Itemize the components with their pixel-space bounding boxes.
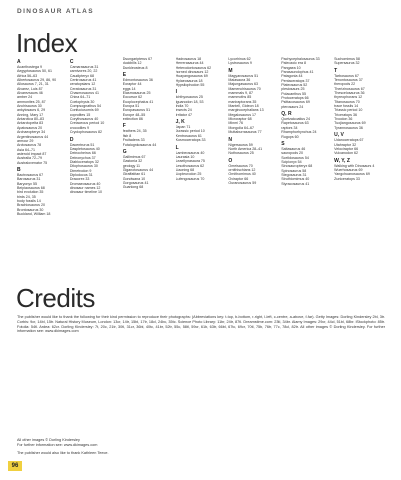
index-entry: Magyarosaurus 51 — [228, 73, 259, 78]
index-entry: Rapetosaurus 63 — [281, 121, 309, 126]
index-letter-heading: T — [334, 67, 338, 74]
index-entry: Ornithomimus 40 — [228, 172, 256, 177]
index-entry: armour 29 — [17, 138, 34, 143]
index-entry: Giraffatitan 61 — [122, 172, 146, 177]
index-entry: China 64–71 — [69, 95, 91, 100]
index-letter-heading: W, Y, Z — [334, 157, 350, 164]
index-letter-heading: O — [228, 157, 233, 164]
index-entry: plesiosaurs 25 — [281, 87, 305, 92]
index-entry: Archaeopteryx 34 — [17, 130, 46, 135]
credits-title: Credits — [16, 283, 95, 313]
index-entry: marginocephalians 13 — [228, 108, 264, 113]
index-entry: Mantell, Gideon 18 — [228, 104, 259, 109]
index-entry: Plateosaurus 52 — [281, 83, 308, 88]
index-entry: Centrosaurus 41 — [69, 78, 97, 83]
index-entry: Udanoceratops 67 — [334, 138, 364, 143]
index-entry: Ouranosaurus 59 — [228, 180, 257, 185]
index-entry: sauropods 20 — [281, 151, 304, 156]
index-entry: Caudipteryx 68 — [69, 73, 95, 78]
index-entry: Megalosaurus 17 — [228, 112, 256, 117]
index-entry: Gondwana 10 — [122, 176, 146, 181]
index-entry: Giganotosaurus 44 — [122, 167, 154, 172]
index-entry: Psittacosaurus 69 — [281, 100, 310, 105]
index-entry: Gallimimus 67 — [122, 154, 146, 159]
index-entry: Dilophosaurus 30 — [69, 164, 98, 169]
index-entry: Dromaeosaurus 40 — [69, 181, 101, 186]
index-entry: Muttaburrasaurus 77 — [228, 130, 262, 135]
page-header: DINOSAUR ATLAS — [17, 8, 95, 15]
index-entry: Lambeosaurus 40 — [175, 150, 205, 155]
index-entry: Hypsilophodon 55 — [175, 83, 205, 88]
index-entry: Dunkleosteus 8 — [122, 65, 148, 70]
index-entry: Deinonychus 37 — [69, 155, 96, 160]
index-entry: Ichthyosaurus 25 — [175, 95, 203, 100]
index-entry: Wuerhosaurus 69 — [334, 167, 363, 172]
index-entry: Liaoning 68 — [175, 167, 195, 172]
index-column — [228, 57, 277, 185]
index-entry: horned dinosaurs 12 — [175, 70, 209, 75]
index-entry: Aegyptosaurus 50, 61 — [17, 69, 52, 74]
index-entry: Brachiosaurus 20 — [17, 203, 45, 208]
index-entry: Gorgosaurus 41 — [122, 180, 149, 185]
index-entry: Dracorex 33 — [69, 177, 90, 182]
index-entry: Europa 51 — [122, 104, 140, 109]
index-entry: trace fossils 14 — [334, 104, 359, 109]
index-entry: eggs 14 — [122, 86, 136, 91]
index-entry: Futalognkosaurus 44 — [122, 142, 157, 147]
index-letter-heading: M — [228, 67, 233, 74]
index-column — [17, 57, 66, 216]
index-entry: Apatosaurus 20 — [17, 125, 43, 130]
index-entry: Australia 72–79 — [17, 156, 42, 161]
index-entry: Eoraptor 44 — [122, 82, 142, 87]
index-entry: Zuniceratops 33 — [334, 176, 360, 181]
index-entry: ceratopsians 12 — [69, 82, 96, 87]
index-entry: Heterodontosaurus 62 — [175, 65, 212, 70]
index-entry: geology 11 — [122, 163, 141, 168]
index-entry: Styracosaurus 41 — [281, 181, 310, 186]
index-entry: Lycorhinus 62 — [228, 57, 251, 61]
index-entry: extinction 86 — [122, 117, 143, 122]
index-entry: Lufengosaurus 70 — [175, 176, 205, 181]
index-entry: Coelophysis 30 — [69, 99, 95, 104]
index-letter-heading: G — [122, 148, 127, 155]
index-entry: feathers 24, 35 — [122, 129, 147, 134]
index-entry: Ceratosaurus 31 — [69, 86, 97, 91]
index-letter-heading: S — [281, 140, 285, 147]
index-entry: dinosaur timeline 10 — [69, 190, 103, 195]
index-entry: Leaellynasaura 75 — [175, 159, 205, 164]
index-entry: Nothosaurus 25 — [228, 151, 254, 156]
index-entry: Minmi 76 — [228, 121, 244, 126]
index-entry: Parasaurolophus 41 — [281, 70, 314, 75]
index-columns — [17, 57, 387, 275]
index-entry: Cryolophosaurus 82 — [69, 130, 103, 135]
index-entry: Lesothosaurus 62 — [175, 163, 205, 168]
index-entry: Corythosaurus 40 — [69, 117, 99, 122]
index-entry: thyreophorans 12 — [334, 95, 363, 100]
index-entry: body fossils 14 — [17, 198, 41, 203]
index-entry: Saltasaurus 46 — [281, 146, 306, 151]
index-entry: Elasmosaurus 25 — [122, 91, 151, 96]
index-entry: Chasmosaurus 41 — [69, 91, 100, 96]
index-entry: Japan 71 — [175, 125, 191, 130]
index-entry: Rugops 60 — [281, 134, 299, 139]
index-entry: Albertosaurus 29, 86, 90 — [17, 78, 57, 83]
index-entry: Diplodocus 31 — [69, 172, 93, 177]
index-entry: Brontosaurus 30 — [17, 207, 44, 212]
index-entry: Iguanodon 18, 53 — [175, 99, 204, 104]
index-entry: Argentinosaurus 44 — [17, 134, 49, 139]
index-entry: Lystrosaurus 9 — [228, 61, 252, 66]
index-entry: insects 24 — [175, 108, 192, 113]
index-entry: ammonites 25, 87 — [17, 99, 46, 104]
index-entry: raptors 34 — [281, 125, 298, 130]
index-entry: Stegosaurus 31 — [281, 172, 307, 177]
index-entry: ornithischians 12 — [228, 167, 256, 172]
index-entry: Paleozoic era 8 — [281, 61, 307, 66]
index-letter-heading: J, K — [175, 119, 185, 126]
index-entry: Barosaurus 31 — [17, 177, 41, 182]
index-entry: carnivores 20, 22 — [69, 69, 98, 74]
index-entry: Hadrosaurus 18 — [175, 57, 202, 61]
index-entry: Quetzalcoatlus 24 — [281, 117, 311, 122]
index-entry: duckbills 12 — [122, 61, 142, 66]
index-entry: Irritator 47 — [175, 112, 192, 117]
index-entry: amber 24 — [17, 95, 33, 100]
index-entry: Triceratops 36 — [334, 112, 357, 117]
index-entry: Tenontosaurus 37 — [334, 78, 363, 83]
index-entry: Suchomimus 58 — [334, 57, 360, 61]
index-entry: Europasaurus 51 — [122, 108, 151, 113]
index-entry: maniraptorans 35 — [228, 99, 257, 104]
index-entry: Pentaceratops 37 — [281, 78, 310, 83]
index-entry: Gastonia 32 — [122, 159, 143, 164]
index-entry: Hylaeosaurus 18 — [175, 78, 203, 83]
index-letter-heading: L — [175, 144, 179, 151]
index-entry: Thescelosaurus 36 — [334, 91, 365, 96]
index-entry: Asia 64–71 — [17, 147, 35, 152]
page-number: 96 — [8, 461, 22, 471]
index-entry: Eocursor 62 — [122, 95, 143, 100]
credits-body: The publisher would like to thank the following for their kind permission to reproduce their photographs: (Abbreviations key: t-top, b-bottom, r-right, l-left, c-centre, a-above, f-far). Getty Images: Dorling Kindersley 2bl, 3tr. Corbis: 9cr, 14bl, 15tr. Natural History Museum, London: 13cr, 14tr, 15bl, 17tr, 18cl, 24bc, 35tc. Science Photo Library: 11br, 24tr, 87tl. Dreamstime.com: 23tl, 34br. Alamy Images: 29cr, 44cl, 51bl, 68br. iStockphoto: 85tr. Fotolia: 54tl. Ardea: 62cr. Dorling Kindersley: 7t, 20c, 21tr, 30tl, 31cr, 36bl, 40tc, 41br, 52tr, 55c, 58tl, 59cr, 61b, 63tr, 66bl, 67tc, 69cr, 70tl, 75b, 76tr, 77c, 78cl, 82tr. All other images © Dorling Kindersley. For further information see: www.dkimages.com — [17, 315, 385, 334]
index-entry: Anchisaurus 30 — [17, 104, 42, 109]
index-entry: Troodon 36 — [334, 117, 353, 122]
index-entry: Diabloceratops 32 — [69, 159, 99, 164]
index-entry: Buckland, William 18 — [17, 212, 51, 216]
index-entry: Australovenator 75 — [17, 160, 48, 165]
index-entry: Titanosaurus 70 — [334, 99, 360, 104]
index-letter-heading: F — [122, 123, 126, 130]
index-entry: Antarctica 80–83 — [17, 117, 44, 122]
index-letter-heading: B — [17, 166, 21, 173]
index-entry: Microraptor 68 — [228, 117, 252, 122]
credits-line-thanks: The publisher would also like to thank Kathleen Teece. — [17, 451, 109, 455]
index-entry: Africa 56–63 — [17, 73, 38, 78]
index-entry: Tyrannosaurus 36 — [334, 125, 363, 130]
index-column — [176, 57, 225, 181]
index-entry: India 70 — [175, 104, 189, 109]
index-entry: birds 24, 35 — [17, 194, 36, 199]
index-entry: Fruitadens 33 — [122, 138, 145, 143]
index-letter-heading: C — [69, 59, 74, 65]
index-entry: Antarctopelta 83 — [17, 121, 44, 126]
index-entry: Scipionyx 54 — [281, 159, 302, 164]
index-entry: Triassic period 10 — [334, 108, 363, 113]
index-entry: Guanlong 68 — [122, 185, 144, 190]
index-entry: Vulcanodon 62 — [334, 151, 358, 156]
index-entry: Supersaurus 32 — [334, 61, 360, 66]
index-column — [123, 57, 172, 190]
index-entry: mammoths 85 — [228, 95, 252, 100]
index-entry: Alvarez, Luis 87 — [17, 86, 43, 91]
index-entry: Maiasaura 36 — [228, 78, 251, 83]
index-entry: Allosaurus 7, 21, 31 — [17, 82, 49, 87]
index-entry: Mongolia 64–67 — [228, 125, 254, 130]
index-entry: Therizinosaurus 67 — [334, 86, 365, 91]
index-entry: Oviraptor 66 — [228, 176, 249, 181]
index-entry: coprolites 15 — [69, 112, 91, 117]
index-entry: Utahraptor 32 — [334, 142, 357, 147]
credits-line-info: For further information see: www.dkimages.com — [17, 443, 98, 447]
index-letter-heading: U, V — [334, 132, 344, 139]
index-entry: theropods 22 — [334, 82, 356, 87]
index-entry: Huayangosaurus 69 — [175, 74, 208, 79]
index-letter-heading: D — [69, 136, 74, 143]
credits-line-copyright: All other images © Dorling Kindersley — [17, 438, 80, 442]
index-entry: Walking with Dinosaurs 4 — [334, 163, 375, 168]
index-entry: Dacentrurus 51 — [69, 142, 95, 147]
index-entry: Spinosaurus 58 — [281, 168, 307, 173]
index-entry: ankylosaurs 6, 29 — [17, 108, 46, 113]
index-entry: Baryonyx 55 — [17, 181, 37, 186]
index-entry: Tuojiangosaurus 69 — [334, 121, 366, 126]
index-entry: Kentrosaurus 61 — [175, 133, 202, 138]
index-entry: Mamenchisaurus 70 — [228, 86, 261, 91]
index-entry: Laurasia 10 — [175, 154, 195, 159]
index-entry: Daspletosaurus 40 — [69, 146, 100, 151]
index-entry: Omeisaurus 70 — [228, 163, 253, 168]
index-entry: Scelidosaurus 54 — [281, 155, 309, 160]
index-entry: Edmontosaurus 36 — [122, 78, 153, 83]
index-entry: Dsungaripterus 67 — [122, 57, 153, 61]
index-entry: Velociraptor 66 — [334, 146, 359, 151]
index-entry: Europe 48–55 — [122, 112, 146, 117]
index-entry: Bactrosaurus 67 — [17, 172, 44, 177]
index-entry: Majungasaurus 63 — [228, 82, 258, 87]
index-entry: Kosmoceratops 33 — [175, 138, 206, 143]
index-entry: Euoplocephalus 41 — [122, 99, 154, 104]
index-entry: Dimetrodon 9 — [69, 168, 92, 173]
index-entry: Patagonia 44 — [281, 74, 303, 79]
index-entry: pterosaurs 24 — [281, 104, 304, 109]
index-entry: Beipiaosaurus 68 — [17, 185, 45, 190]
index-entry: Herrerasaurus 44 — [175, 61, 204, 66]
index-entry: Confuciusornis 69 — [69, 108, 99, 113]
index-letter-heading: I — [175, 89, 177, 96]
index-entry: Pangaea 10 — [281, 65, 301, 70]
index-entry: Nigersaurus 59 — [228, 142, 253, 147]
index-entry: Liopleurodon 25 — [175, 172, 202, 177]
index-entry: Compsognathus 54 — [69, 104, 102, 109]
index-entry: mammals 9, 87 — [228, 91, 253, 96]
index-entry: Polacanthus 55 — [281, 91, 307, 96]
index-letter-heading: Q, R — [281, 111, 292, 118]
index-letter-heading: A — [17, 59, 21, 65]
index-entry: Rhamphorhynchus 24 — [281, 130, 317, 135]
index-entry: Jurassic period 10 — [175, 129, 205, 134]
index-entry: Alvarezsaurs 46 — [17, 91, 43, 96]
index-entry: Tarbosaurus 67 — [334, 73, 359, 78]
index-entry: Sinosauropteryx 68 — [281, 164, 313, 169]
index-entry: bird evolution 35 — [17, 190, 44, 195]
index-entry: Acanthostega 9 — [17, 65, 42, 69]
index-letter-heading: N — [228, 136, 233, 143]
index-column — [70, 57, 119, 195]
index-entry: fish 8 — [122, 133, 132, 138]
index-entry: dinosaur names 12 — [69, 185, 101, 190]
index-entry: Struthiomimus 40 — [281, 177, 310, 182]
index-title: Index — [16, 28, 78, 58]
index-column — [334, 57, 383, 181]
index-letter-heading: E — [122, 72, 127, 79]
index-entry: Camarasaurus 31 — [69, 65, 99, 69]
index-entry: Anning, Mary 17 — [17, 112, 44, 117]
index-entry: North America 28–41 — [228, 146, 263, 151]
index-entry: crocodiles 9 — [69, 125, 90, 130]
index-entry: Yangchuanosaurus 69 — [334, 172, 370, 177]
index-column — [281, 57, 330, 186]
index-entry: Cretaceous period 10 — [69, 121, 105, 126]
index-entry: Protoceratops 66 — [281, 96, 309, 101]
index-entry: asteroid impact 87 — [17, 151, 47, 156]
index-entry: Arctosaurus 78 — [17, 143, 42, 148]
index-entry: Deinocheirus 66 — [69, 151, 96, 156]
index-entry: Pachycephalosaurus 33 — [281, 57, 320, 61]
